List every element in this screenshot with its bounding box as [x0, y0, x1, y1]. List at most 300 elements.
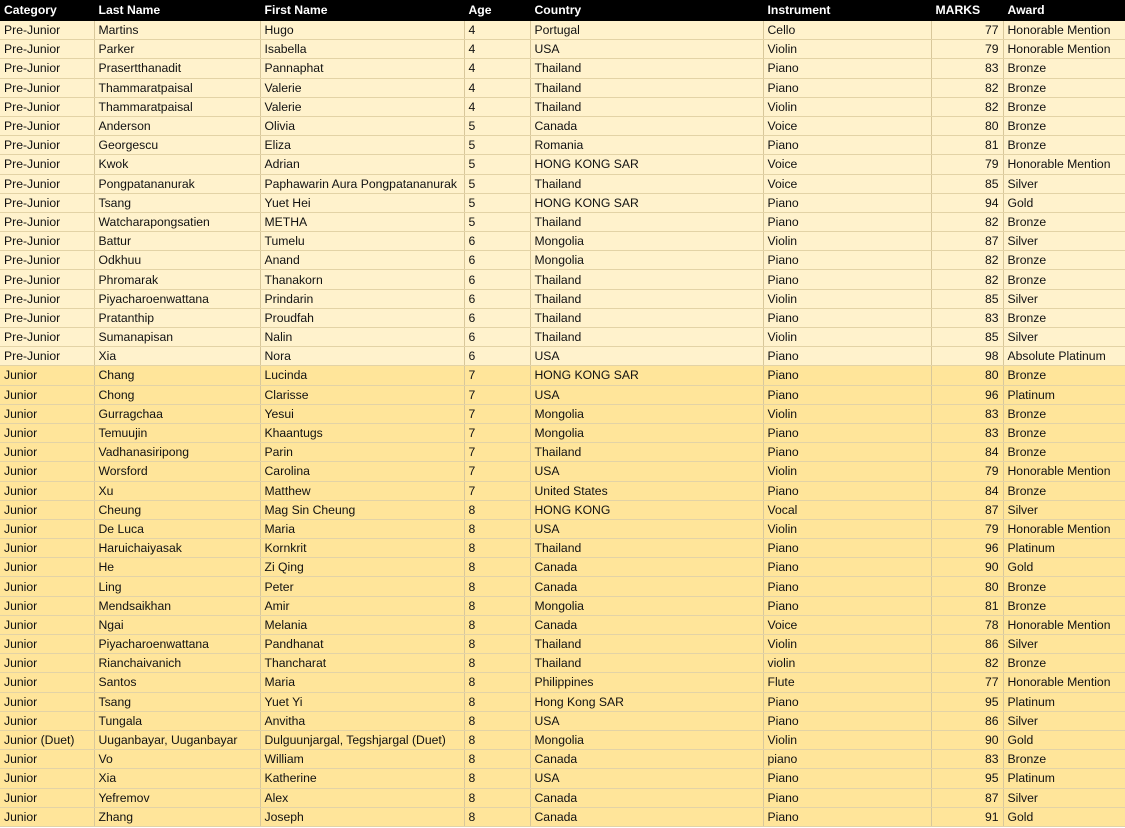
cell-last-name[interactable]: Battur	[94, 232, 260, 251]
cell-category[interactable]: Pre-Junior	[0, 136, 94, 155]
cell-first-name[interactable]: Proudfah	[260, 308, 464, 327]
cell-first-name[interactable]: Adrian	[260, 155, 464, 174]
cell-instrument[interactable]: Piano	[763, 539, 931, 558]
cell-country[interactable]: Thailand	[530, 174, 763, 193]
cell-first-name[interactable]: Paphawarin Aura Pongpatananurak	[260, 174, 464, 193]
cell-marks[interactable]: 83	[931, 750, 1003, 769]
cell-age[interactable]: 6	[464, 289, 530, 308]
cell-category[interactable]: Pre-Junior	[0, 328, 94, 347]
cell-award[interactable]: Silver	[1003, 174, 1125, 193]
cell-award[interactable]: Bronze	[1003, 366, 1125, 385]
cell-age[interactable]: 8	[464, 615, 530, 634]
cell-first-name[interactable]: Maria	[260, 519, 464, 538]
header-award[interactable]: Award	[1003, 0, 1125, 21]
cell-instrument[interactable]: Piano	[763, 193, 931, 212]
cell-marks[interactable]: 98	[931, 347, 1003, 366]
cell-category[interactable]: Pre-Junior	[0, 289, 94, 308]
cell-marks[interactable]: 82	[931, 78, 1003, 97]
cell-award[interactable]: Silver	[1003, 711, 1125, 730]
cell-country[interactable]: Canada	[530, 615, 763, 634]
cell-last-name[interactable]: Prasertthanadit	[94, 59, 260, 78]
cell-marks[interactable]: 90	[931, 558, 1003, 577]
cell-instrument[interactable]: Voice	[763, 116, 931, 135]
cell-marks[interactable]: 79	[931, 519, 1003, 538]
cell-first-name[interactable]: Peter	[260, 577, 464, 596]
cell-award[interactable]: Bronze	[1003, 116, 1125, 135]
cell-category[interactable]: Junior	[0, 462, 94, 481]
cell-marks[interactable]: 87	[931, 232, 1003, 251]
cell-country[interactable]: USA	[530, 385, 763, 404]
cell-age[interactable]: 5	[464, 174, 530, 193]
table-row[interactable]	[0, 116, 1125, 135]
cell-instrument[interactable]: Violin	[763, 519, 931, 538]
cell-country[interactable]: Thailand	[530, 328, 763, 347]
cell-country[interactable]: Philippines	[530, 673, 763, 692]
cell-marks[interactable]: 79	[931, 40, 1003, 59]
cell-marks[interactable]: 83	[931, 404, 1003, 423]
cell-marks[interactable]: 82	[931, 654, 1003, 673]
cell-marks[interactable]: 80	[931, 577, 1003, 596]
cell-first-name[interactable]: Pannaphat	[260, 59, 464, 78]
cell-instrument[interactable]: Piano	[763, 481, 931, 500]
table-row[interactable]	[0, 174, 1125, 193]
cell-award[interactable]: Bronze	[1003, 136, 1125, 155]
cell-country[interactable]: Mongolia	[530, 423, 763, 442]
cell-instrument[interactable]: Piano	[763, 347, 931, 366]
cell-age[interactable]: 8	[464, 730, 530, 749]
cell-award[interactable]: Platinum	[1003, 385, 1125, 404]
cell-instrument[interactable]: Violin	[763, 635, 931, 654]
cell-category[interactable]: Junior	[0, 577, 94, 596]
cell-country[interactable]: Mongolia	[530, 251, 763, 270]
table-row[interactable]	[0, 462, 1125, 481]
cell-category[interactable]: Junior	[0, 366, 94, 385]
cell-country[interactable]: Thailand	[530, 212, 763, 231]
cell-age[interactable]: 7	[464, 462, 530, 481]
cell-last-name[interactable]: Cheung	[94, 500, 260, 519]
cell-last-name[interactable]: Tsang	[94, 193, 260, 212]
cell-category[interactable]: Pre-Junior	[0, 251, 94, 270]
cell-category[interactable]: Junior	[0, 654, 94, 673]
cell-category[interactable]: Pre-Junior	[0, 155, 94, 174]
cell-instrument[interactable]: Violin	[763, 289, 931, 308]
table-row[interactable]	[0, 673, 1125, 692]
cell-award[interactable]: Bronze	[1003, 251, 1125, 270]
cell-last-name[interactable]: Martins	[94, 21, 260, 40]
cell-age[interactable]: 6	[464, 270, 530, 289]
table-row[interactable]	[0, 500, 1125, 519]
cell-instrument[interactable]: Piano	[763, 423, 931, 442]
table-row[interactable]	[0, 635, 1125, 654]
table-row[interactable]	[0, 596, 1125, 615]
cell-category[interactable]: Junior	[0, 539, 94, 558]
cell-age[interactable]: 6	[464, 347, 530, 366]
cell-first-name[interactable]: Thanakorn	[260, 270, 464, 289]
cell-first-name[interactable]: Katherine	[260, 769, 464, 788]
cell-age[interactable]: 8	[464, 635, 530, 654]
cell-last-name[interactable]: Santos	[94, 673, 260, 692]
cell-last-name[interactable]: Vadhanasiripong	[94, 443, 260, 462]
cell-instrument[interactable]: Flute	[763, 673, 931, 692]
cell-category[interactable]: Pre-Junior	[0, 308, 94, 327]
table-row[interactable]	[0, 366, 1125, 385]
cell-last-name[interactable]: He	[94, 558, 260, 577]
cell-country[interactable]: Romania	[530, 136, 763, 155]
cell-age[interactable]: 7	[464, 366, 530, 385]
cell-category[interactable]: Junior	[0, 558, 94, 577]
cell-marks[interactable]: 82	[931, 270, 1003, 289]
cell-instrument[interactable]: Violin	[763, 730, 931, 749]
cell-age[interactable]: 8	[464, 596, 530, 615]
cell-award[interactable]: Honorable Mention	[1003, 462, 1125, 481]
cell-category[interactable]: Junior	[0, 615, 94, 634]
cell-marks[interactable]: 84	[931, 443, 1003, 462]
cell-country[interactable]: HONG KONG SAR	[530, 193, 763, 212]
cell-country[interactable]: Mongolia	[530, 596, 763, 615]
cell-award[interactable]: Silver	[1003, 289, 1125, 308]
cell-category[interactable]: Junior	[0, 385, 94, 404]
cell-instrument[interactable]: Voice	[763, 615, 931, 634]
cell-marks[interactable]: 86	[931, 635, 1003, 654]
cell-country[interactable]: HONG KONG SAR	[530, 366, 763, 385]
cell-first-name[interactable]: Tumelu	[260, 232, 464, 251]
cell-country[interactable]: Hong Kong SAR	[530, 692, 763, 711]
cell-last-name[interactable]: Piyacharoenwattana	[94, 289, 260, 308]
cell-award[interactable]: Bronze	[1003, 212, 1125, 231]
header-country[interactable]: Country	[530, 0, 763, 21]
table-row[interactable]	[0, 481, 1125, 500]
table-row[interactable]	[0, 328, 1125, 347]
cell-award[interactable]: Bronze	[1003, 97, 1125, 116]
cell-instrument[interactable]: Voice	[763, 174, 931, 193]
table-row[interactable]	[0, 251, 1125, 270]
header-last-name[interactable]: Last Name	[94, 0, 260, 21]
cell-category[interactable]: Junior	[0, 750, 94, 769]
cell-last-name[interactable]: Kwok	[94, 155, 260, 174]
cell-category[interactable]: Junior	[0, 500, 94, 519]
cell-age[interactable]: 5	[464, 212, 530, 231]
table-row[interactable]	[0, 289, 1125, 308]
cell-first-name[interactable]: Prindarin	[260, 289, 464, 308]
cell-category[interactable]: Junior	[0, 423, 94, 442]
table-row[interactable]	[0, 443, 1125, 462]
cell-award[interactable]: Platinum	[1003, 692, 1125, 711]
cell-marks[interactable]: 80	[931, 366, 1003, 385]
table-row[interactable]	[0, 750, 1125, 769]
cell-country[interactable]: Thailand	[530, 539, 763, 558]
cell-last-name[interactable]: Temuujin	[94, 423, 260, 442]
cell-country[interactable]: Mongolia	[530, 232, 763, 251]
cell-first-name[interactable]: Nalin	[260, 328, 464, 347]
cell-last-name[interactable]: Yefremov	[94, 788, 260, 807]
table-row[interactable]	[0, 212, 1125, 231]
cell-instrument[interactable]: Violin	[763, 404, 931, 423]
cell-marks[interactable]: 85	[931, 174, 1003, 193]
cell-age[interactable]: 6	[464, 232, 530, 251]
cell-instrument[interactable]: Piano	[763, 308, 931, 327]
cell-marks[interactable]: 82	[931, 251, 1003, 270]
cell-last-name[interactable]: Parker	[94, 40, 260, 59]
cell-first-name[interactable]: Anand	[260, 251, 464, 270]
cell-first-name[interactable]: Yuet Hei	[260, 193, 464, 212]
cell-country[interactable]: Canada	[530, 807, 763, 826]
table-row[interactable]	[0, 136, 1125, 155]
table-row[interactable]	[0, 711, 1125, 730]
cell-age[interactable]: 8	[464, 807, 530, 826]
cell-instrument[interactable]: Violin	[763, 97, 931, 116]
cell-award[interactable]: Honorable Mention	[1003, 673, 1125, 692]
cell-marks[interactable]: 94	[931, 193, 1003, 212]
cell-instrument[interactable]: Piano	[763, 558, 931, 577]
table-row[interactable]	[0, 270, 1125, 289]
cell-first-name[interactable]: Maria	[260, 673, 464, 692]
cell-country[interactable]: HONG KONG	[530, 500, 763, 519]
cell-last-name[interactable]: Watcharapongsatien	[94, 212, 260, 231]
cell-award[interactable]: Gold	[1003, 193, 1125, 212]
cell-marks[interactable]: 90	[931, 730, 1003, 749]
cell-category[interactable]: Junior	[0, 596, 94, 615]
table-row[interactable]	[0, 807, 1125, 826]
cell-first-name[interactable]: Eliza	[260, 136, 464, 155]
cell-age[interactable]: 8	[464, 788, 530, 807]
table-row[interactable]	[0, 385, 1125, 404]
cell-last-name[interactable]: Pratanthip	[94, 308, 260, 327]
cell-country[interactable]: Thailand	[530, 654, 763, 673]
cell-age[interactable]: 8	[464, 769, 530, 788]
cell-age[interactable]: 7	[464, 423, 530, 442]
cell-last-name[interactable]: Xia	[94, 769, 260, 788]
cell-first-name[interactable]: Mag Sin Cheung	[260, 500, 464, 519]
cell-first-name[interactable]: Anvitha	[260, 711, 464, 730]
cell-marks[interactable]: 83	[931, 423, 1003, 442]
cell-award[interactable]: Bronze	[1003, 596, 1125, 615]
cell-last-name[interactable]: Georgescu	[94, 136, 260, 155]
cell-first-name[interactable]: Kornkrit	[260, 539, 464, 558]
table-row[interactable]	[0, 97, 1125, 116]
header-category[interactable]: Category	[0, 0, 94, 21]
cell-award[interactable]: Platinum	[1003, 539, 1125, 558]
cell-category[interactable]: Junior	[0, 519, 94, 538]
cell-last-name[interactable]: Gurragchaa	[94, 404, 260, 423]
cell-age[interactable]: 8	[464, 692, 530, 711]
cell-age[interactable]: 7	[464, 385, 530, 404]
cell-category[interactable]: Pre-Junior	[0, 97, 94, 116]
cell-award[interactable]: Silver	[1003, 635, 1125, 654]
header-marks[interactable]: MARKS	[931, 0, 1003, 21]
cell-instrument[interactable]: Piano	[763, 251, 931, 270]
cell-marks[interactable]: 95	[931, 769, 1003, 788]
cell-instrument[interactable]: Violin	[763, 232, 931, 251]
cell-last-name[interactable]: Mendsaikhan	[94, 596, 260, 615]
table-row[interactable]	[0, 155, 1125, 174]
cell-marks[interactable]: 85	[931, 289, 1003, 308]
cell-age[interactable]: 5	[464, 136, 530, 155]
cell-age[interactable]: 8	[464, 539, 530, 558]
cell-country[interactable]: Thailand	[530, 289, 763, 308]
cell-age[interactable]: 8	[464, 711, 530, 730]
cell-first-name[interactable]: Dulguunjargal, Tegshjargal (Duet)	[260, 730, 464, 749]
cell-marks[interactable]: 91	[931, 807, 1003, 826]
cell-instrument[interactable]: Violin	[763, 40, 931, 59]
table-row[interactable]	[0, 692, 1125, 711]
cell-marks[interactable]: 96	[931, 539, 1003, 558]
cell-instrument[interactable]: Cello	[763, 21, 931, 40]
cell-age[interactable]: 7	[464, 404, 530, 423]
cell-award[interactable]: Bronze	[1003, 654, 1125, 673]
cell-age[interactable]: 5	[464, 155, 530, 174]
cell-category[interactable]: Pre-Junior	[0, 40, 94, 59]
header-instrument[interactable]: Instrument	[763, 0, 931, 21]
cell-age[interactable]: 6	[464, 251, 530, 270]
cell-instrument[interactable]: Piano	[763, 788, 931, 807]
cell-age[interactable]: 8	[464, 519, 530, 538]
cell-last-name[interactable]: Tsang	[94, 692, 260, 711]
cell-award[interactable]: Bronze	[1003, 78, 1125, 97]
cell-age[interactable]: 8	[464, 500, 530, 519]
cell-marks[interactable]: 87	[931, 788, 1003, 807]
cell-age[interactable]: 7	[464, 481, 530, 500]
cell-marks[interactable]: 78	[931, 615, 1003, 634]
cell-instrument[interactable]: Piano	[763, 692, 931, 711]
cell-last-name[interactable]: Sumanapisan	[94, 328, 260, 347]
cell-award[interactable]: Absolute Platinum	[1003, 347, 1125, 366]
table-row[interactable]	[0, 730, 1125, 749]
cell-country[interactable]: Thailand	[530, 59, 763, 78]
cell-country[interactable]: Thailand	[530, 443, 763, 462]
cell-instrument[interactable]: Piano	[763, 270, 931, 289]
cell-award[interactable]: Honorable Mention	[1003, 21, 1125, 40]
cell-award[interactable]: Bronze	[1003, 404, 1125, 423]
cell-instrument[interactable]: Piano	[763, 807, 931, 826]
cell-award[interactable]: Honorable Mention	[1003, 615, 1125, 634]
cell-category[interactable]: Pre-Junior	[0, 270, 94, 289]
cell-award[interactable]: Silver	[1003, 788, 1125, 807]
cell-country[interactable]: USA	[530, 462, 763, 481]
cell-country[interactable]: Canada	[530, 116, 763, 135]
cell-country[interactable]: Mongolia	[530, 730, 763, 749]
table-row[interactable]	[0, 59, 1125, 78]
cell-last-name[interactable]: Vo	[94, 750, 260, 769]
cell-first-name[interactable]: Matthew	[260, 481, 464, 500]
cell-marks[interactable]: 86	[931, 711, 1003, 730]
cell-age[interactable]: 8	[464, 654, 530, 673]
cell-country[interactable]: United States	[530, 481, 763, 500]
cell-award[interactable]: Honorable Mention	[1003, 519, 1125, 538]
cell-country[interactable]: Canada	[530, 558, 763, 577]
cell-country[interactable]: USA	[530, 711, 763, 730]
cell-age[interactable]: 4	[464, 40, 530, 59]
cell-last-name[interactable]: Ngai	[94, 615, 260, 634]
cell-category[interactable]: Junior	[0, 788, 94, 807]
cell-category[interactable]: Junior	[0, 635, 94, 654]
cell-marks[interactable]: 81	[931, 596, 1003, 615]
cell-award[interactable]: Silver	[1003, 328, 1125, 347]
cell-first-name[interactable]: Zi Qing	[260, 558, 464, 577]
cell-last-name[interactable]: Chang	[94, 366, 260, 385]
table-row[interactable]	[0, 519, 1125, 538]
cell-instrument[interactable]: Piano	[763, 136, 931, 155]
cell-category[interactable]: Pre-Junior	[0, 212, 94, 231]
cell-category[interactable]: Pre-Junior	[0, 59, 94, 78]
cell-category[interactable]: Pre-Junior	[0, 78, 94, 97]
cell-marks[interactable]: 77	[931, 21, 1003, 40]
cell-first-name[interactable]: Amir	[260, 596, 464, 615]
cell-category[interactable]: Pre-Junior	[0, 193, 94, 212]
cell-marks[interactable]: 96	[931, 385, 1003, 404]
cell-first-name[interactable]: Pandhanat	[260, 635, 464, 654]
cell-last-name[interactable]: Zhang	[94, 807, 260, 826]
cell-instrument[interactable]: Vocal	[763, 500, 931, 519]
cell-country[interactable]: USA	[530, 40, 763, 59]
cell-last-name[interactable]: Anderson	[94, 116, 260, 135]
table-row[interactable]	[0, 78, 1125, 97]
cell-instrument[interactable]: Piano	[763, 385, 931, 404]
cell-last-name[interactable]: Uuganbayar, Uuganbayar	[94, 730, 260, 749]
cell-first-name[interactable]: Khaantugs	[260, 423, 464, 442]
cell-marks[interactable]: 95	[931, 692, 1003, 711]
cell-award[interactable]: Honorable Mention	[1003, 155, 1125, 174]
cell-last-name[interactable]: De Luca	[94, 519, 260, 538]
cell-age[interactable]: 8	[464, 558, 530, 577]
cell-category[interactable]: Junior	[0, 481, 94, 500]
cell-category[interactable]: Junior	[0, 807, 94, 826]
cell-instrument[interactable]: Piano	[763, 78, 931, 97]
cell-instrument[interactable]: Piano	[763, 596, 931, 615]
cell-first-name[interactable]: Thancharat	[260, 654, 464, 673]
table-row[interactable]	[0, 769, 1125, 788]
cell-first-name[interactable]: Alex	[260, 788, 464, 807]
table-row[interactable]	[0, 539, 1125, 558]
cell-instrument[interactable]: Voice	[763, 155, 931, 174]
cell-last-name[interactable]: Haruichaiyasak	[94, 539, 260, 558]
cell-country[interactable]: Canada	[530, 577, 763, 596]
cell-award[interactable]: Gold	[1003, 730, 1125, 749]
cell-instrument[interactable]: Piano	[763, 59, 931, 78]
cell-award[interactable]: Gold	[1003, 807, 1125, 826]
cell-age[interactable]: 4	[464, 78, 530, 97]
table-row[interactable]	[0, 308, 1125, 327]
cell-category[interactable]: Pre-Junior	[0, 174, 94, 193]
cell-country[interactable]: HONG KONG SAR	[530, 155, 763, 174]
table-row[interactable]	[0, 615, 1125, 634]
cell-marks[interactable]: 79	[931, 462, 1003, 481]
cell-country[interactable]: Thailand	[530, 270, 763, 289]
cell-first-name[interactable]: Olivia	[260, 116, 464, 135]
cell-country[interactable]: Thailand	[530, 97, 763, 116]
cell-instrument[interactable]: Piano	[763, 443, 931, 462]
cell-country[interactable]: Thailand	[530, 635, 763, 654]
cell-first-name[interactable]: Melania	[260, 615, 464, 634]
cell-last-name[interactable]: Ling	[94, 577, 260, 596]
cell-age[interactable]: 4	[464, 21, 530, 40]
cell-first-name[interactable]: William	[260, 750, 464, 769]
cell-country[interactable]: Thailand	[530, 78, 763, 97]
cell-award[interactable]: Bronze	[1003, 59, 1125, 78]
cell-marks[interactable]: 83	[931, 59, 1003, 78]
cell-category[interactable]: Junior	[0, 711, 94, 730]
cell-instrument[interactable]: piano	[763, 750, 931, 769]
cell-first-name[interactable]: Clarisse	[260, 385, 464, 404]
cell-instrument[interactable]: Piano	[763, 366, 931, 385]
cell-marks[interactable]: 82	[931, 97, 1003, 116]
cell-first-name[interactable]: Yuet Yi	[260, 692, 464, 711]
cell-first-name[interactable]: Isabella	[260, 40, 464, 59]
table-row[interactable]	[0, 423, 1125, 442]
table-row[interactable]	[0, 404, 1125, 423]
cell-country[interactable]: Thailand	[530, 308, 763, 327]
cell-category[interactable]: Pre-Junior	[0, 116, 94, 135]
cell-age[interactable]: 8	[464, 673, 530, 692]
